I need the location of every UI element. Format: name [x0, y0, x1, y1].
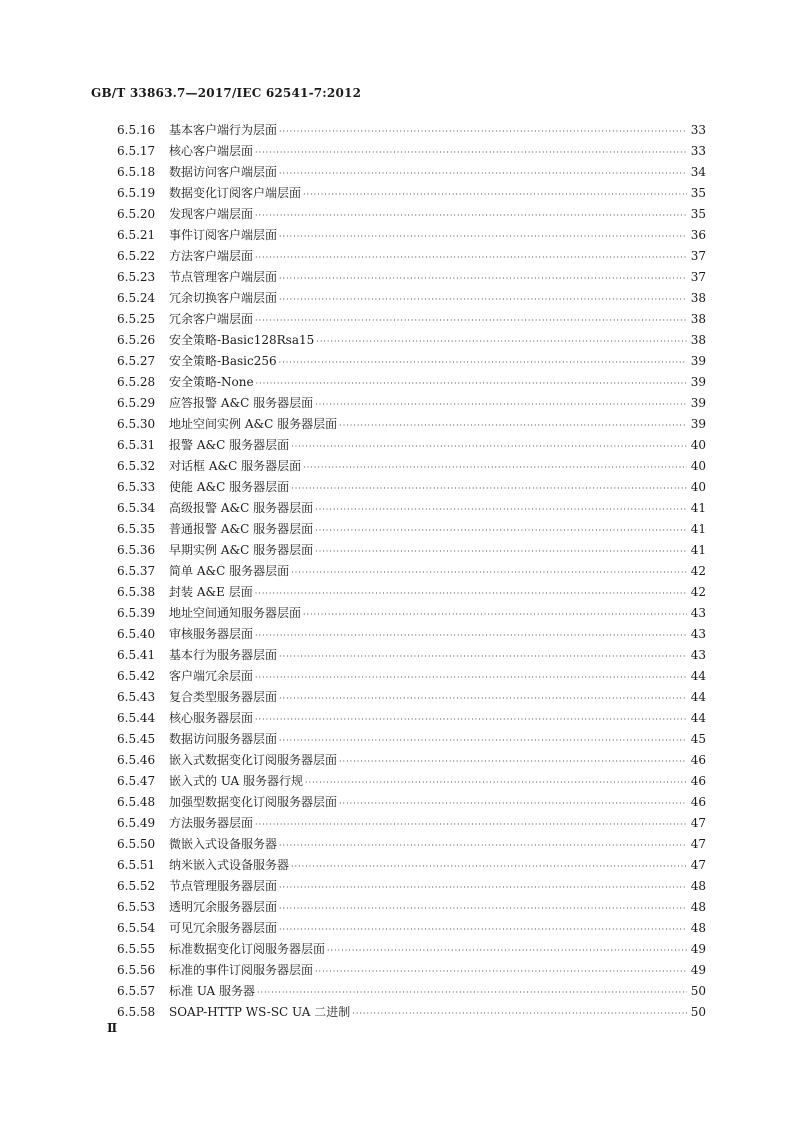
toc-entry-body: [169, 771, 706, 793]
toc-entry[interactable]: [0, 246, 794, 267]
toc-entry-number: 6.5.51: [117, 858, 156, 872]
toc-entry-title: 节点管理服务器层面: [169, 879, 278, 893]
toc-entry[interactable]: [0, 687, 794, 708]
toc-entry-number: 6.5.31: [117, 438, 156, 452]
toc-entry-title: 方法服务器层面: [169, 816, 254, 830]
toc-entry-body: [169, 288, 706, 310]
toc-entry-body: [169, 603, 706, 625]
toc-entry-number: 6.5.25: [117, 312, 156, 326]
toc-entry[interactable]: [0, 792, 794, 813]
toc-entry-body: [169, 708, 706, 730]
toc-entry[interactable]: [0, 141, 794, 162]
toc-entry-number: 6.5.46: [117, 753, 156, 767]
toc-entry-page: 44: [690, 690, 706, 704]
toc-entry[interactable]: [0, 624, 794, 645]
toc-entry-title: 加强型数据变化订阅服务器层面: [169, 795, 338, 809]
toc-entry-title: 封装 A&E 层面: [169, 585, 253, 599]
toc-dot-leader: [315, 499, 687, 520]
toc-entry-number: 6.5.57: [117, 984, 156, 998]
toc-entry[interactable]: [0, 729, 794, 750]
toc-entry-title: 使能 A&C 服务器层面: [169, 480, 290, 494]
toc-entry[interactable]: [0, 288, 794, 309]
toc-entry-number: 6.5.18: [117, 165, 156, 179]
toc-entry-title: 地址空间通知服务器层面: [169, 606, 302, 620]
toc-entry-body: [169, 309, 706, 331]
toc-entry-number: 6.5.41: [117, 648, 156, 662]
toc-entry-body: [169, 519, 706, 541]
toc-dot-leader: [339, 415, 687, 436]
toc-dot-leader: [279, 121, 687, 142]
toc-entry-body: [169, 435, 706, 457]
toc-entry[interactable]: [0, 162, 794, 183]
toc-dot-leader: [255, 814, 687, 835]
toc-entry-body: [169, 414, 706, 436]
toc-entry[interactable]: [0, 561, 794, 582]
toc-dot-leader: [279, 730, 687, 751]
toc-entry-page: 47: [690, 816, 706, 830]
toc-entry[interactable]: [0, 519, 794, 540]
toc-entry-page: 46: [690, 753, 706, 767]
toc-dot-leader: [279, 268, 687, 289]
toc-entry-title: 标准 UA 服务器: [169, 984, 256, 998]
toc-dot-leader: [339, 793, 687, 814]
toc-entry-number: 6.5.39: [117, 606, 156, 620]
toc-entry[interactable]: [0, 960, 794, 981]
toc-entry[interactable]: [0, 1002, 794, 1023]
toc-entry-title: 高级报警 A&C 服务器层面: [169, 501, 314, 515]
toc-entry-title: 标准的事件订阅服务器层面: [169, 963, 314, 977]
toc-entry[interactable]: [0, 225, 794, 246]
toc-entry-body: [169, 981, 706, 1003]
toc-entry-title: 冗余客户端层面: [169, 312, 254, 326]
toc-entry-page: 47: [690, 837, 706, 851]
toc-entry-title: 应答报警 A&C 服务器层面: [169, 396, 314, 410]
toc-entry-body: [169, 456, 706, 478]
page-header-standard-id: GB/T 33863.7—2017/IEC 62541-7:2012: [91, 86, 362, 100]
toc-entry-number: 6.5.20: [117, 207, 156, 221]
toc-entry-body: [169, 729, 706, 751]
toc-entry-body: [169, 666, 706, 688]
toc-entry-body: [169, 477, 706, 499]
toc-entry-number: 6.5.28: [117, 375, 156, 389]
toc-entry-body: [169, 225, 706, 247]
toc-entry-number: 6.5.40: [117, 627, 156, 641]
toc-entry[interactable]: [0, 477, 794, 498]
toc-entry-body: [169, 246, 706, 268]
toc-entry[interactable]: [0, 645, 794, 666]
toc-dot-leader: [339, 751, 687, 772]
toc-entry-number: 6.5.19: [117, 186, 156, 200]
toc-entry-page: 33: [690, 144, 706, 158]
toc-entry-title: 数据访问客户端层面: [169, 165, 278, 179]
toc-entry-title: SOAP-HTTP WS-SC UA 二进制: [169, 1005, 351, 1019]
toc-entry-title: 透明冗余服务器层面: [169, 900, 278, 914]
page-number: Ⅱ: [107, 1021, 118, 1035]
toc-dot-leader: [303, 604, 687, 625]
toc-entry-title: 嵌入式的 UA 服务器行规: [169, 774, 304, 788]
toc-entry-body: [169, 372, 706, 394]
toc-entry-body: [169, 624, 706, 646]
toc-entry[interactable]: [0, 393, 794, 414]
toc-entry-number: 6.5.26: [117, 333, 156, 347]
toc-entry-number: 6.5.21: [117, 228, 156, 242]
toc-entry-number: 6.5.56: [117, 963, 156, 977]
toc-entry-title: 方法客户端层面: [169, 249, 254, 263]
toc-entry[interactable]: [0, 666, 794, 687]
toc-entry-page: 38: [690, 333, 706, 347]
toc-dot-leader: [279, 163, 687, 184]
toc-dot-leader: [255, 310, 687, 331]
toc-dot-leader: [327, 940, 687, 961]
toc-entry-page: 43: [690, 648, 706, 662]
toc-dot-leader: [303, 457, 687, 478]
toc-entry-title: 安全策略-Basic256: [169, 354, 277, 368]
toc-entry-page: 46: [690, 774, 706, 788]
toc-entry-page: 47: [690, 858, 706, 872]
toc-entry[interactable]: [0, 414, 794, 435]
toc-entry-title: 节点管理客户端层面: [169, 270, 278, 284]
toc-dot-leader: [255, 709, 687, 730]
toc-entry-title: 审核服务器层面: [169, 627, 254, 641]
toc-entry-number: 6.5.45: [117, 732, 156, 746]
toc-entry-body: [169, 855, 706, 877]
toc-entry-body: [169, 351, 706, 373]
toc-entry-body: [169, 897, 706, 919]
toc-dot-leader: [279, 646, 687, 667]
toc-entry-number: 6.5.48: [117, 795, 156, 809]
toc-entry-page: 50: [690, 1005, 706, 1019]
toc-entry-number: 6.5.35: [117, 522, 156, 536]
toc-entry-page: 49: [690, 963, 706, 977]
toc-entry-number: 6.5.50: [117, 837, 156, 851]
table-of-contents: [0, 120, 794, 1023]
toc-entry-body: [169, 330, 706, 352]
toc-entry-body: [169, 393, 706, 415]
toc-entry-body: [169, 918, 706, 940]
toc-entry-number: 6.5.42: [117, 669, 156, 683]
toc-dot-leader: [279, 352, 687, 373]
toc-entry-body: [169, 813, 706, 835]
toc-entry-body: [169, 687, 706, 709]
toc-entry-title: 基本行为服务器层面: [169, 648, 278, 662]
toc-entry-title: 客户端冗余层面: [169, 669, 254, 683]
toc-entry-page: 38: [690, 312, 706, 326]
toc-entry-body: [169, 645, 706, 667]
toc-entry-page: 38: [690, 291, 706, 305]
toc-entry-title: 简单 A&C 服务器层面: [169, 564, 290, 578]
toc-entry-page: 41: [690, 501, 706, 515]
toc-entry-page: 40: [690, 480, 706, 494]
toc-entry[interactable]: [0, 267, 794, 288]
toc-entry[interactable]: [0, 372, 794, 393]
toc-entry-body: [169, 939, 706, 961]
toc-dot-leader: [291, 436, 687, 457]
toc-entry-page: 39: [690, 375, 706, 389]
toc-entry[interactable]: [0, 708, 794, 729]
toc-entry-body: [169, 162, 706, 184]
toc-entry-page: 49: [690, 942, 706, 956]
toc-dot-leader: [279, 688, 687, 709]
toc-entry[interactable]: [0, 120, 794, 141]
toc-entry[interactable]: [0, 456, 794, 477]
toc-entry[interactable]: [0, 540, 794, 561]
toc-entry-title: 对话框 A&C 服务器层面: [169, 459, 302, 473]
toc-entry-page: 35: [690, 186, 706, 200]
toc-entry[interactable]: [0, 855, 794, 876]
toc-dot-leader: [279, 877, 687, 898]
toc-entry-title: 嵌入式数据变化订阅服务器层面: [169, 753, 338, 767]
toc-dot-leader: [255, 667, 687, 688]
toc-entry-number: 6.5.58: [117, 1005, 156, 1019]
toc-entry-title: 早期实例 A&C 服务器层面: [169, 543, 314, 557]
toc-entry-number: 6.5.55: [117, 942, 156, 956]
toc-entry-page: 50: [690, 984, 706, 998]
toc-dot-leader: [255, 247, 687, 268]
toc-entry-body: [169, 183, 706, 205]
toc-entry-page: 36: [690, 228, 706, 242]
toc-entry-body: [169, 141, 706, 163]
toc-dot-leader: [303, 184, 687, 205]
toc-dot-leader: [255, 583, 687, 604]
toc-entry-body: [169, 561, 706, 583]
toc-dot-leader: [315, 394, 687, 415]
toc-entry[interactable]: [0, 330, 794, 351]
toc-entry-page: 44: [690, 711, 706, 725]
toc-entry[interactable]: [0, 351, 794, 372]
toc-entry-body: [169, 834, 706, 856]
toc-entry-page: 40: [690, 459, 706, 473]
toc-entry-title: 数据变化订阅客户端层面: [169, 186, 302, 200]
toc-entry-title: 数据访问服务器层面: [169, 732, 278, 746]
toc-entry-title: 复合类型服务器层面: [169, 690, 278, 704]
toc-entry[interactable]: [0, 750, 794, 771]
toc-dot-leader: [279, 835, 687, 856]
toc-entry-number: 6.5.32: [117, 459, 156, 473]
toc-entry-page: 42: [690, 564, 706, 578]
toc-entry-number: 6.5.36: [117, 543, 156, 557]
toc-entry-body: [169, 498, 706, 520]
toc-dot-leader: [291, 478, 687, 499]
toc-entry-body: [169, 540, 706, 562]
toc-entry[interactable]: [0, 834, 794, 855]
toc-dot-leader: [279, 898, 687, 919]
toc-entry-number: 6.5.30: [117, 417, 156, 431]
toc-entry-page: 34: [690, 165, 706, 179]
toc-entry-title: 核心客户端层面: [169, 144, 254, 158]
toc-entry-page: 37: [690, 270, 706, 284]
toc-entry-number: 6.5.34: [117, 501, 156, 515]
toc-entry-number: 6.5.27: [117, 354, 156, 368]
toc-dot-leader: [256, 373, 687, 394]
toc-entry[interactable]: [0, 876, 794, 897]
toc-entry-page: 46: [690, 795, 706, 809]
toc-entry-body: [169, 204, 706, 226]
toc-entry-page: 43: [690, 627, 706, 641]
toc-dot-leader: [291, 856, 687, 877]
toc-entry-number: 6.5.38: [117, 585, 156, 599]
toc-entry-body: [169, 267, 706, 289]
toc-entry-number: 6.5.54: [117, 921, 156, 935]
toc-dot-leader: [255, 205, 687, 226]
toc-entry[interactable]: [0, 981, 794, 1002]
toc-entry[interactable]: [0, 435, 794, 456]
toc-entry-body: [169, 1002, 706, 1024]
toc-entry-title: 标准数据变化订阅服务器层面: [169, 942, 326, 956]
toc-dot-leader: [279, 919, 687, 940]
toc-entry-title: 微嵌入式设备服务器: [169, 837, 278, 851]
toc-entry-number: 6.5.24: [117, 291, 156, 305]
toc-entry[interactable]: [0, 603, 794, 624]
toc-entry-number: 6.5.49: [117, 816, 156, 830]
toc-entry-page: 45: [690, 732, 706, 746]
toc-entry[interactable]: [0, 813, 794, 834]
toc-entry-page: 40: [690, 438, 706, 452]
toc-entry-number: 6.5.52: [117, 879, 156, 893]
toc-entry[interactable]: [0, 939, 794, 960]
toc-entry[interactable]: [0, 498, 794, 519]
toc-entry-body: [169, 120, 706, 142]
toc-entry-number: 6.5.53: [117, 900, 156, 914]
toc-entry-page: 35: [690, 207, 706, 221]
toc-entry-number: 6.5.43: [117, 690, 156, 704]
toc-dot-leader: [279, 289, 687, 310]
toc-entry[interactable]: [0, 771, 794, 792]
toc-entry-title: 普通报警 A&C 服务器层面: [169, 522, 314, 536]
toc-dot-leader: [305, 772, 687, 793]
toc-entry[interactable]: [0, 183, 794, 204]
toc-entry-title: 可见冗余服务器层面: [169, 921, 278, 935]
toc-entry-number: 6.5.16: [117, 123, 156, 137]
toc-entry-page: 41: [690, 543, 706, 557]
toc-entry[interactable]: [0, 309, 794, 330]
toc-dot-leader: [352, 1003, 686, 1024]
toc-entry-page: 43: [690, 606, 706, 620]
toc-entry-title: 纳米嵌入式设备服务器: [169, 858, 290, 872]
toc-entry[interactable]: [0, 582, 794, 603]
toc-dot-leader: [255, 142, 687, 163]
toc-entry-body: [169, 582, 706, 604]
toc-entry-number: 6.5.37: [117, 564, 156, 578]
toc-entry-title: 事件订阅客户端层面: [169, 228, 278, 242]
toc-entry-page: 39: [690, 417, 706, 431]
toc-entry-body: [169, 960, 706, 982]
toc-entry-page: 41: [690, 522, 706, 536]
toc-entry-page: 37: [690, 249, 706, 263]
toc-entry-page: 44: [690, 669, 706, 683]
toc-entry-page: 48: [690, 879, 706, 893]
toc-entry-page: 39: [690, 396, 706, 410]
toc-entry-title: 地址空间实例 A&C 服务器层面: [169, 417, 338, 431]
toc-dot-leader: [315, 520, 687, 541]
toc-entry-page: 48: [690, 921, 706, 935]
toc-entry[interactable]: [0, 897, 794, 918]
toc-entry-title: 基本客户端行为层面: [169, 123, 278, 137]
toc-entry-page: 39: [690, 354, 706, 368]
toc-dot-leader: [257, 982, 687, 1003]
toc-entry-number: 6.5.22: [117, 249, 156, 263]
toc-entry-number: 6.5.47: [117, 774, 156, 788]
toc-entry-number: 6.5.33: [117, 480, 156, 494]
toc-entry-title: 安全策略-None: [169, 375, 254, 389]
toc-entry-page: 48: [690, 900, 706, 914]
toc-dot-leader: [291, 562, 687, 583]
toc-entry-title: 发现客户端层面: [169, 207, 254, 221]
toc-dot-leader: [316, 331, 686, 352]
toc-dot-leader: [315, 961, 687, 982]
toc-entry[interactable]: [0, 204, 794, 225]
toc-dot-leader: [279, 226, 687, 247]
toc-entry-page: 33: [690, 123, 706, 137]
toc-entry-title: 冗余切换客户端层面: [169, 291, 278, 305]
toc-dot-leader: [255, 625, 687, 646]
toc-entry-title: 核心服务器层面: [169, 711, 254, 725]
toc-entry-body: [169, 876, 706, 898]
toc-entry-title: 报警 A&C 服务器层面: [169, 438, 290, 452]
toc-entry-title: 安全策略-Basic128Rsa15: [169, 333, 315, 347]
toc-entry-number: 6.5.29: [117, 396, 156, 410]
toc-entry[interactable]: [0, 918, 794, 939]
toc-entry-body: [169, 792, 706, 814]
toc-entry-number: 6.5.17: [117, 144, 156, 158]
toc-entry-number: 6.5.44: [117, 711, 156, 725]
toc-entry-body: [169, 750, 706, 772]
toc-entry-page: 42: [690, 585, 706, 599]
toc-entry-number: 6.5.23: [117, 270, 156, 284]
toc-dot-leader: [315, 541, 687, 562]
